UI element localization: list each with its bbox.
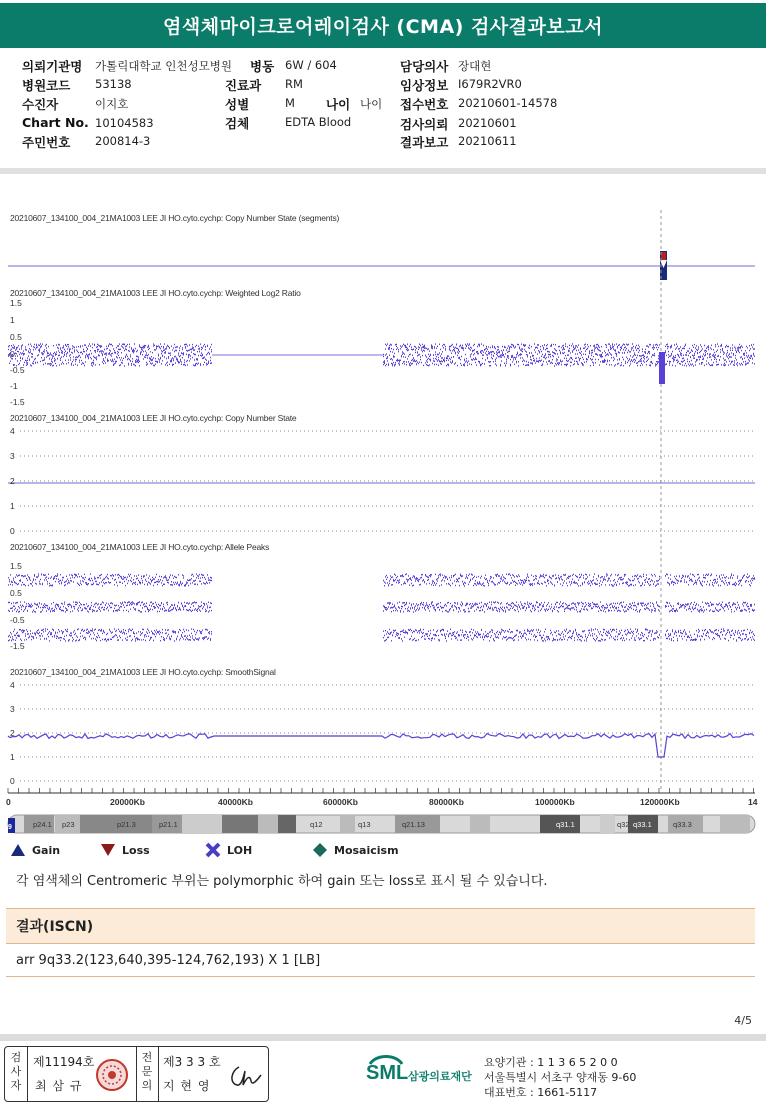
- id-label: 주민번호: [22, 135, 71, 150]
- specialist-signature: [227, 1061, 263, 1091]
- ward-label: 병동: [250, 59, 275, 74]
- tick-label: -1: [10, 381, 18, 391]
- doctor-label: 담당의사: [400, 59, 449, 74]
- ideogram-band: [222, 815, 258, 833]
- tick-label: 1.5: [10, 298, 22, 308]
- panel-label-segments: 20210607_134100_004_21MA1003 LEE JI HO.cyto.cychp: Copy Number State (segments): [10, 213, 340, 223]
- x-tick-label: 0: [6, 797, 11, 807]
- examiner-seal: [95, 1058, 129, 1092]
- allele-peak-band-low: [8, 629, 755, 641]
- tick-label: 0.5: [10, 332, 22, 342]
- ward-value: 6W / 604: [285, 58, 337, 72]
- ideogram-band: [278, 815, 296, 833]
- tick-label: -0.5: [10, 615, 25, 625]
- x-tick-label: 60000Kb: [323, 797, 358, 807]
- tick-label: 1: [10, 501, 15, 511]
- tick-label: 2: [10, 728, 15, 738]
- loss-triangle-icon: [100, 843, 116, 857]
- examinee-label: 수진자: [22, 97, 59, 112]
- specimen-label: 검체: [225, 116, 250, 131]
- tick-label: 4: [10, 680, 15, 690]
- institution-value: 가톨릭대학교 인천성모병원: [95, 59, 232, 73]
- examiner-label: 검사자: [10, 1051, 22, 1092]
- footer-address: [484, 1055, 636, 1100]
- panel-label-allele-peaks: 20210607_134100_004_21MA1003 LEE JI HO.cyto.cychp: Allele Peaks: [10, 542, 270, 552]
- legend-mosaicism: Mosaicism: [312, 840, 399, 860]
- gain-triangle-icon: [10, 843, 26, 857]
- band-label: q33.1: [633, 820, 652, 829]
- band-label: p21.1: [159, 820, 178, 829]
- specialist-license: 제3 3 3 호: [163, 1055, 221, 1069]
- report-title: 염색체마이크로어레이검사 (CMA) 검사결과보고서: [0, 3, 766, 48]
- ideogram-band: [600, 815, 615, 833]
- result-iscn: arr 9q33.2(123,640,395-124,762,193) X 1 [LB]: [6, 945, 755, 977]
- doctor-value: 장대현: [458, 59, 492, 73]
- band-label: p23: [62, 820, 75, 829]
- hospital-code-label: 병원코드: [22, 78, 71, 93]
- smooth-signal-line: [8, 734, 754, 758]
- ideogram-band: [182, 815, 222, 833]
- tick-label: 3: [10, 704, 15, 714]
- loh-cross-icon: [205, 842, 221, 858]
- dept-value: RM: [285, 77, 303, 91]
- request-label: 검사의뢰: [400, 117, 449, 132]
- examiner-name: 최 삼 규: [35, 1079, 83, 1093]
- tick-label: -0.5: [10, 365, 25, 375]
- allele-peak-band-high: [8, 574, 755, 586]
- age-label: 나이: [326, 97, 351, 112]
- x-tick-label: 40000Kb: [218, 797, 253, 807]
- band-label: q31.1: [556, 820, 575, 829]
- x-tick-label: 80000Kb: [429, 797, 464, 807]
- hospital-code-value: 53138: [95, 77, 132, 91]
- chart-value: 10104583: [95, 116, 154, 130]
- band-label: q32: [617, 820, 630, 829]
- tick-label: 1.5: [10, 561, 22, 571]
- panel-label-log2: 20210607_134100_004_21MA1003 LEE JI HO.cyto.cychp: Weighted Log2 Ratio: [10, 288, 301, 298]
- tick-label: 1: [10, 752, 15, 762]
- band-label: q12: [310, 820, 323, 829]
- allele-peak-band-mid: [8, 602, 755, 612]
- chromosome-number: 9: [8, 824, 12, 831]
- phone: 대표번호 : 1661-5117: [484, 1086, 598, 1099]
- specialist-label: 전문의: [141, 1051, 153, 1092]
- specimen-value: EDTA Blood: [285, 115, 352, 129]
- band-label: q21.13: [402, 820, 425, 829]
- tick-label: 4: [10, 426, 15, 436]
- request-date-value: 20210601: [458, 116, 517, 130]
- x-tick-label: 100000Kb: [535, 797, 575, 807]
- examinee-value: 이지호: [95, 97, 129, 111]
- x-tick-label: 120000Kb: [640, 797, 680, 807]
- tick-label: -1.5: [10, 397, 25, 407]
- chart-label: Chart No.: [22, 115, 89, 130]
- tick-label: 3: [10, 451, 15, 461]
- tick-label: 0: [10, 526, 15, 536]
- result-header: 결과(ISCN): [6, 908, 755, 944]
- legend-gain: Gain: [10, 840, 60, 860]
- page-number: 4/5: [734, 1014, 752, 1027]
- tick-label: 1: [10, 315, 15, 325]
- band-label: q33.3: [673, 820, 692, 829]
- ideogram-band: [470, 815, 490, 833]
- centromere-note: 각 염색체의 Centromeric 부위는 polymorphic 하여 gain 또는 loss로 표시 될 수 있습니다.: [16, 874, 548, 889]
- x-tick-label: 14: [748, 797, 758, 807]
- ideogram-band: [720, 815, 750, 833]
- signature-box: [4, 1046, 269, 1102]
- receipt-value: 20210601-14578: [458, 96, 558, 110]
- ideogram-band: [340, 815, 355, 833]
- sml-logo: SML: [366, 1062, 409, 1084]
- report-label: 결과보고: [400, 135, 449, 150]
- panel-label-smooth: 20210607_134100_004_21MA1003 LEE JI HO.cyto.cychp: SmoothSignal: [10, 667, 276, 677]
- legend-loss: Loss: [100, 840, 150, 860]
- receipt-label: 접수번호: [400, 97, 449, 112]
- institution-label: 의뢰기관명: [22, 59, 83, 74]
- address: 서울특별시 서초구 양재동 9-60: [484, 1071, 637, 1084]
- tick-label: 0: [10, 349, 15, 359]
- specialist-name: 지 현 영: [163, 1079, 211, 1093]
- institution-code: 요양기관 : 1 1 3 6 5 2 0 0: [484, 1056, 618, 1069]
- mosaicism-diamond-icon: [312, 842, 328, 858]
- report-date-value: 20210611: [458, 134, 517, 148]
- ideogram-band: [80, 815, 110, 833]
- tick-label: 2: [10, 476, 15, 486]
- examiner-license: 제11194호: [33, 1055, 95, 1069]
- legend-loh: LOH: [205, 840, 252, 860]
- band-label: p24.1: [33, 820, 52, 829]
- sex-value: M: [285, 96, 295, 110]
- band-label: p21.3: [117, 820, 136, 829]
- id-value: 200814-3: [95, 134, 151, 148]
- clinical-value: I679R2VR0: [458, 77, 522, 91]
- dept-label: 진료과: [225, 78, 262, 93]
- log2-loss-dip: [659, 352, 665, 384]
- panel-label-cn-state: 20210607_134100_004_21MA1003 LEE JI HO.cyto.cychp: Copy Number State: [10, 413, 297, 423]
- band-label: q13: [358, 820, 371, 829]
- sex-label: 성별: [225, 97, 250, 112]
- age-value: 나이: [360, 97, 383, 111]
- ideogram-band: [258, 815, 278, 833]
- org-name: 삼광의료재단: [408, 1070, 472, 1083]
- x-tick-label: 20000Kb: [110, 797, 145, 807]
- clinical-label: 임상정보: [400, 78, 449, 93]
- tick-label: 0: [10, 776, 15, 786]
- tick-label: -1.5: [10, 641, 25, 651]
- tick-label: 0.5: [10, 588, 22, 598]
